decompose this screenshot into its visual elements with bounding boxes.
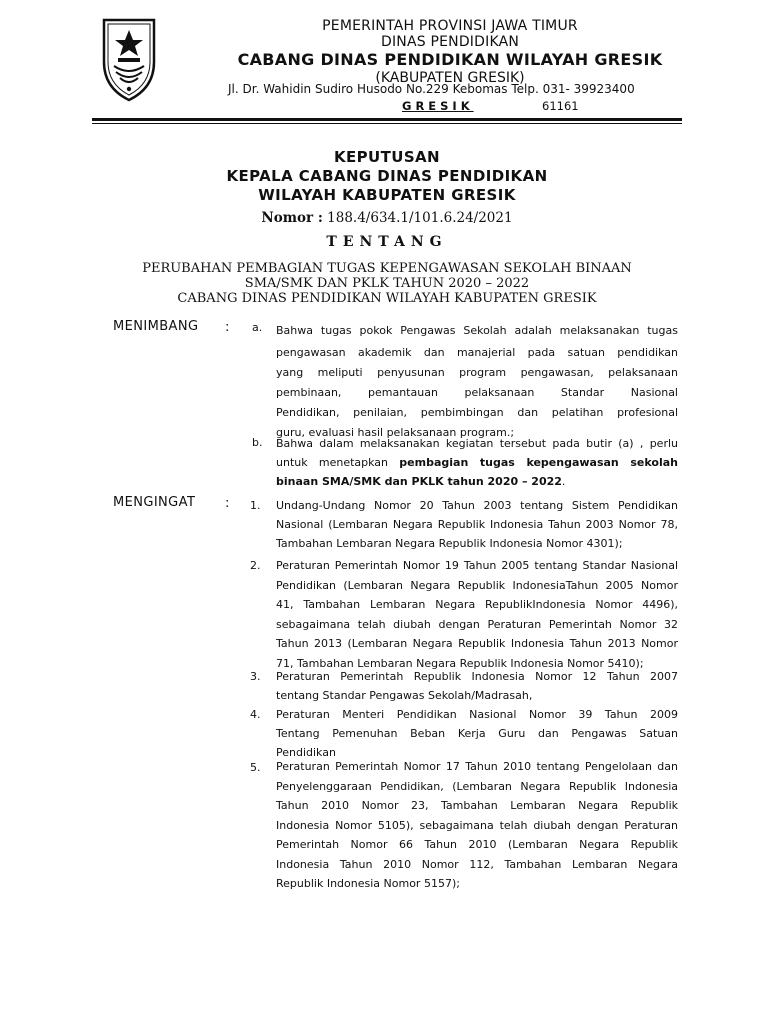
paragraph-emphasis: pembagian tugas kepengawasan sekolah	[399, 456, 678, 469]
decree-region: WILAYAH KABUPATEN GRESIK	[258, 186, 516, 204]
paragraph-line: pembinaan, pemantauan pelaksanaan Standar Nasional	[276, 386, 678, 399]
mengingat-item-marker: 4.	[250, 708, 261, 721]
paragraph-line: 71, Tambahan Lembaran Negara Republik Indonesia Nomor 5410);	[276, 656, 644, 670]
paragraph-line: yang meliputi penyusunan program pengawasan, pelaksanaan	[276, 366, 678, 379]
menimbang-label: MENIMBANG	[113, 319, 199, 334]
mengingat-item-4	[276, 705, 678, 762]
paragraph-text: untuk menetapkan	[276, 456, 400, 469]
paragraph-line: Nasional (Lembaran Negara Republik Indonesia Tahun 2003 Nomor 78,	[276, 518, 678, 531]
paragraph-line: Bahwa dalam melaksanakan kegiatan tersebut pada butir (a) , perlu	[276, 437, 678, 450]
paragraph-line: Tambahan Lembaran Negara Republik Indonesia Nomor 4301);	[276, 537, 623, 550]
paragraph-emphasis: binaan SMA/SMK dan PKLK tahun 2020 – 2022	[276, 475, 562, 488]
decree-heading: KEPUTUSAN	[333, 148, 441, 166]
paragraph-line: Indonesia Tahun 2010 Nomor 112, Tambahan Lembaran Negara	[276, 857, 678, 871]
decree-title	[92, 148, 682, 205]
paragraph-line: Penyelenggaraan Pendidikan, (Lembaran Negara Republik Indonesia	[276, 779, 678, 793]
paragraph-line: Republik Indonesia Nomor 5157);	[276, 877, 460, 890]
menimbang-colon: :	[225, 320, 230, 335]
paragraph-line: Pendidikan	[276, 746, 336, 759]
mengingat-item-2	[276, 556, 678, 673]
paragraph-line: tentang Standar Pengawas Sekolah/Madrasah,	[276, 689, 533, 702]
decree-subject	[92, 261, 682, 306]
decree-number-label: Nomor :	[261, 210, 323, 226]
subject-line: SMA/SMK DAN PKLK TAHUN 2020 – 2022	[244, 276, 530, 291]
paragraph-line: Bahwa tugas pokok Pengawas Sekolah adalah melaksanakan tugas	[276, 324, 678, 337]
paragraph-line: Peraturan Menteri Pendidikan Nasional Nomor 39 Tahun 2009	[276, 708, 678, 721]
east-java-crest-icon	[96, 16, 162, 104]
paragraph-line: Pendidikan, penilaian, pembimbingan dan pelatihan profesional	[276, 406, 678, 419]
decree-number	[92, 210, 682, 226]
paragraph-line: Peraturan Pemerintah Nomor 19 Tahun 2005 tentang Standar Nasional	[276, 559, 678, 572]
paragraph-line: guru, evaluasi hasil pelaksanaan program.;	[276, 426, 515, 439]
mengingat-colon: :	[225, 496, 230, 511]
menimbang-item-marker: a.	[252, 321, 263, 334]
paragraph-line: Pemerintah Nomor 66 Tahun 2010 (Lembaran Negara Republik	[276, 838, 678, 851]
paragraph-line: Tahun 2010 Nomor 23, Tambahan Lembaran Negara Republik	[276, 799, 678, 812]
decree-issuer: KEPALA CABANG DINAS PENDIDIKAN	[226, 167, 548, 185]
paragraph-line: Tentang Pemenuhan Beban Kerja Guru dan Pengawas Satuan	[276, 727, 678, 740]
decree-number-value: 188.4/634.1/101.6.24/2021	[327, 210, 513, 226]
mengingat-item-5	[276, 757, 678, 894]
letterhead-department: DINAS PENDIDIKAN	[380, 34, 520, 50]
letterhead-address: Jl. Dr. Wahidin Sudiro Husodo No.229 Kebomas Telp. 031- 39923400	[228, 82, 635, 96]
mengingat-item-marker: 3.	[250, 670, 261, 683]
menimbang-item-a	[276, 319, 678, 443]
mengingat-label: MENGINGAT	[113, 495, 196, 510]
paragraph-text: .	[561, 475, 566, 488]
paragraph-line: Peraturan Pemerintah Nomor 17 Tahun 2010 tentang Pengelolaan dan	[276, 760, 678, 773]
paragraph-line: Tahun 2013 (Lembaran Negara Republik Indonesia Tahun 2013 Nomor	[276, 637, 678, 650]
mengingat-item-3	[276, 667, 678, 705]
letterhead-government: PEMERINTAH PROVINSI JAWA TIMUR	[322, 18, 578, 34]
letterhead-city: GRESIK	[402, 99, 474, 113]
letterhead	[190, 18, 710, 87]
letterhead-branch: CABANG DINAS PENDIDIKAN WILAYAH GRESIK	[237, 50, 663, 69]
subject-line: PERUBAHAN PEMBAGIAN TUGAS KEPENGAWASAN SEKOLAH BINAAN	[142, 261, 632, 276]
paragraph-line	[276, 472, 678, 491]
subject-line: CABANG DINAS PENDIDIKAN WILAYAH KABUPATEN GRESIK	[177, 291, 597, 306]
paragraph-line: Indonesia Nomor 5105), sebagaimana telah diubah dengan Peraturan	[276, 818, 678, 832]
paragraph-line: Undang-Undang Nomor 20 Tahun 2003 tentang Sistem Pendidikan	[276, 499, 678, 512]
letterhead-divider-thick	[92, 118, 682, 121]
mengingat-item-marker: 5.	[250, 761, 261, 774]
letterhead-regency: (KABUPATEN GRESIK)	[375, 70, 525, 86]
menimbang-item-b	[276, 434, 678, 491]
paragraph-line: sebagaimana telah diubah dengan Peraturan Pemerintah Nomor 32	[276, 617, 678, 631]
paragraph-line: Peraturan Pemerintah Republik Indonesia Nomor 12 Tahun 2007	[276, 670, 678, 683]
paragraph-line: 41, Tambahan Lembaran Negara RepublikIndonesia Nomor 4496),	[276, 598, 678, 611]
mengingat-item-marker: 1.	[250, 499, 261, 512]
decree-about: TENTANG	[326, 234, 448, 250]
letterhead-divider-thin	[92, 123, 682, 124]
paragraph-line: pengawasan akademik dan manajerial pada satuan pendidikan	[276, 346, 678, 359]
paragraph-line	[276, 453, 678, 472]
mengingat-item-1	[276, 496, 678, 553]
mengingat-item-marker: 2.	[250, 559, 261, 572]
letterhead-postal-code: 61161	[542, 99, 579, 113]
paragraph-line: Pendidikan (Lembaran Negara Republik IndonesiaTahun 2005 Nomor	[276, 578, 678, 592]
menimbang-item-marker: b.	[252, 436, 263, 449]
